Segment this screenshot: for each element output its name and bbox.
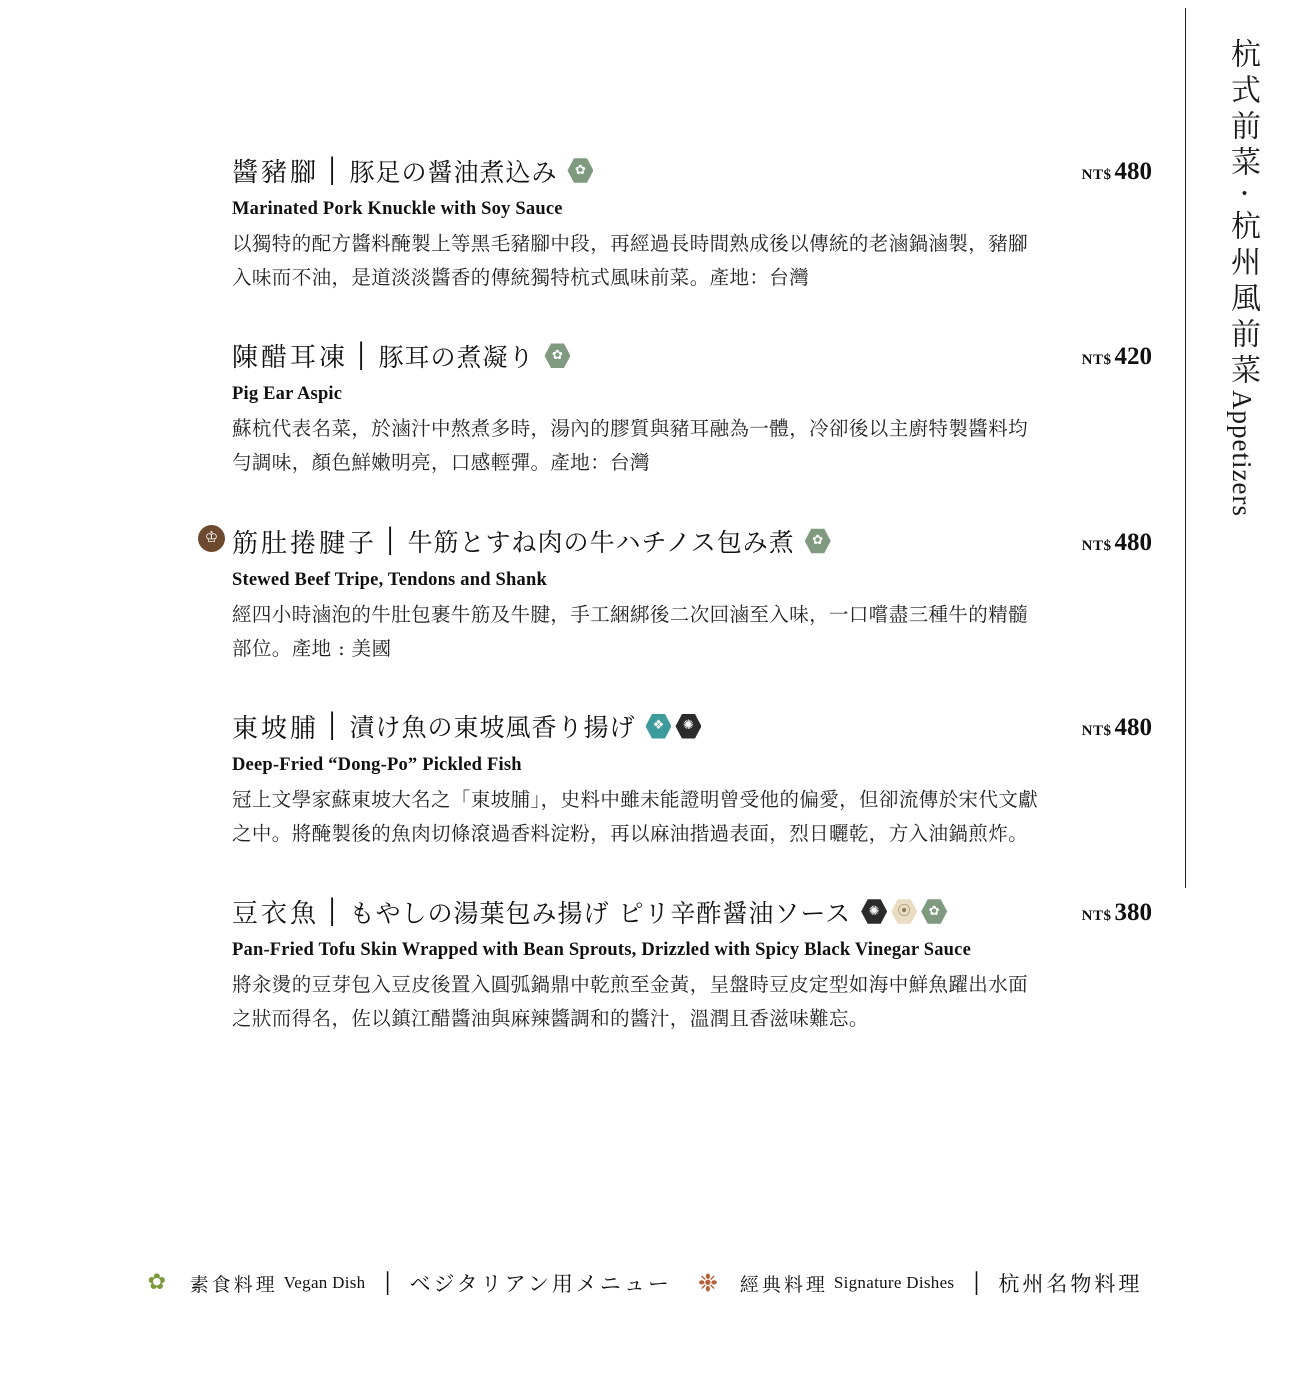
dish-name-en: Marinated Pork Knuckle with Soy Sauce [232, 199, 563, 219]
menu-item-header [232, 337, 1152, 374]
dish-name-en: Pan-Fried Tofu Skin Wrapped with Bean Sprouts, Drizzled with Spicy Black Vinegar Sauce [232, 940, 971, 960]
dish-price [1056, 893, 1152, 927]
dish-name-jp: 牛筋とすね肉の牛ハチノス包み煮 [407, 528, 795, 557]
dish-name-jp: もやしの湯葉包み揚げ ピリ辛酢醤油ソース [349, 898, 852, 928]
dish-price [1056, 523, 1152, 557]
dish-price [1056, 708, 1152, 742]
vegan-leaf-icon: ✿ [544, 343, 570, 369]
section-label-dot: ・ [1230, 182, 1255, 210]
dish-description: 經四小時滷泡的牛肚包裹牛筋及牛腱，手工綑綁後二次回滷至入味，一口嚐盡三種牛的精髓部位。產地 : 美國 [232, 602, 1029, 660]
dish-name-zh: 陳醋耳凍 [232, 343, 349, 374]
legend-vegan-en: Vegan Dish [283, 1273, 366, 1292]
price-value: 480 [1114, 528, 1152, 556]
menu-item-title [232, 893, 947, 930]
price-value: 480 [1114, 713, 1152, 741]
title-separator: │ [354, 341, 369, 370]
dietary-icon-group [805, 528, 831, 554]
currency-label: NT$ [1081, 908, 1112, 924]
dish-name-zh: 醬豬腳 [232, 158, 320, 188]
dish-description: 蘇杭代表名菜，於滷汁中熬煮多時，湯內的膠質與豬耳融為一體，冷卻後以主廚特製醬料均勻調味，顏色鮮嫩明亮，口感輕彈。產地：台灣 [232, 417, 1029, 475]
dietary-icon-group [645, 713, 701, 739]
legend-vegan-zh: 素食料理 [189, 1273, 278, 1296]
menu-item-header [232, 893, 1152, 930]
dish-price [1056, 152, 1152, 186]
dish-name-jp: 漬け魚の東坡風香り揚げ [349, 713, 636, 743]
dish-description: 以獨特的配方醬料醃製上等黑毛豬腳中段，再經過長時間熟成後以傳統的老滷鍋滷製，豬腳入味而不油，是道淡淡醬香的傳統獨特杭式風味前菜。產地：台灣 [232, 232, 1029, 290]
menu-item [232, 893, 1152, 1036]
dish-name-en: Deep-Fried “Dong-Po” Pickled Fish [232, 754, 522, 775]
price-value: 380 [1114, 899, 1152, 926]
menu-item-title [232, 523, 831, 560]
legend-tail-zh: 杭州名物料理 [998, 1272, 1143, 1296]
beef-icon: ♔ [198, 525, 225, 552]
menu-item-list [204, 152, 1152, 1078]
menu-item-header [232, 708, 1152, 745]
fish-icon: ❖ [645, 713, 671, 739]
legend-vegan [148, 1268, 366, 1298]
dish-description: 冠上文學家蘇東坡大名之「東坡脯」，史料中雖未能證明曾受他的偏愛，但卻流傳於宋代文獻之中。將醃製後的魚肉切條滾過香料淀粉，再以麻油揩過表面，烈日曬乾，方入油鍋煎炸。 [232, 787, 1039, 845]
menu-item [232, 708, 1152, 851]
dish-name-zh: 豆衣魚 [232, 899, 320, 929]
currency-label: NT$ [1081, 352, 1112, 369]
section-divider-rule [1185, 8, 1186, 888]
nut-icon: ⦿ [891, 899, 917, 925]
spicy-chili-icon: ✺ [675, 713, 701, 739]
currency-label: NT$ [1081, 722, 1112, 739]
price-value: 420 [1114, 343, 1152, 371]
currency-label: NT$ [1081, 167, 1112, 183]
section-label [1200, 38, 1266, 517]
vegan-leaf-icon: ✿ [567, 158, 593, 184]
menu-item-title [232, 708, 701, 745]
title-separator: │ [325, 897, 340, 926]
dietary-icon-group [544, 343, 570, 369]
menu-item [232, 152, 1152, 295]
dish-description: 將汆燙的豆芽包入豆皮後置入圓弧鍋鼎中乾煎至金黃，呈盤時豆皮定型如海中鮮魚躍出水面之狀而得名，佐以鎮江醋醬油與麻辣醬調和的醬汁，溫潤且香滋味難忘。 [232, 973, 1029, 1031]
menu-item [204, 523, 1152, 666]
currency-label: NT$ [1081, 537, 1112, 554]
legend-signature-zh: 經典料理 [739, 1273, 828, 1296]
legend-signature [698, 1268, 955, 1298]
section-label-en: Appetizers [1227, 390, 1257, 517]
spicy-chili-icon: ✺ [861, 899, 887, 925]
section-label-zh: 杭式前菜 [1225, 38, 1260, 182]
menu-item-title [232, 337, 570, 374]
menu-item-header [232, 523, 1152, 560]
dish-name-en: Pig Ear Aspic [232, 384, 343, 405]
menu-item [232, 337, 1152, 480]
signature-flower-icon: ❉ [697, 1269, 718, 1297]
dish-name-zh: 東坡脯 [232, 713, 320, 744]
title-separator: │ [383, 527, 398, 555]
legend-bar [0, 1268, 1290, 1298]
legend-divider-2: │ [970, 1271, 983, 1295]
menu-item-header [232, 152, 1152, 189]
legend-divider: │ [381, 1271, 394, 1295]
price-value: 480 [1114, 158, 1152, 185]
section-label-zh2: 杭州風前菜 [1225, 210, 1260, 390]
vegan-leaf-icon: ✿ [147, 1270, 167, 1295]
menu-item-title [232, 152, 593, 189]
title-separator: │ [325, 712, 340, 741]
title-separator: │ [325, 156, 340, 185]
dish-name-jp: 豚足の醤油煮込み [349, 157, 558, 187]
dish-price [1056, 337, 1152, 371]
dish-name-jp: 豚耳の煮凝り [378, 342, 535, 372]
dietary-icon-group [861, 899, 947, 925]
legend-signature-en: Signature Dishes [833, 1273, 955, 1292]
dietary-icon-group [567, 158, 593, 184]
vegan-leaf-icon: ✿ [805, 528, 831, 554]
dish-name-zh: 筋肚捲腱子 [232, 528, 378, 559]
vegan-leaf-icon: ✿ [921, 899, 947, 925]
legend-vegan-jp: ベジタリアン用メニュー [409, 1272, 672, 1296]
dish-name-en: Stewed Beef Tripe, Tendons and Shank [232, 569, 547, 590]
